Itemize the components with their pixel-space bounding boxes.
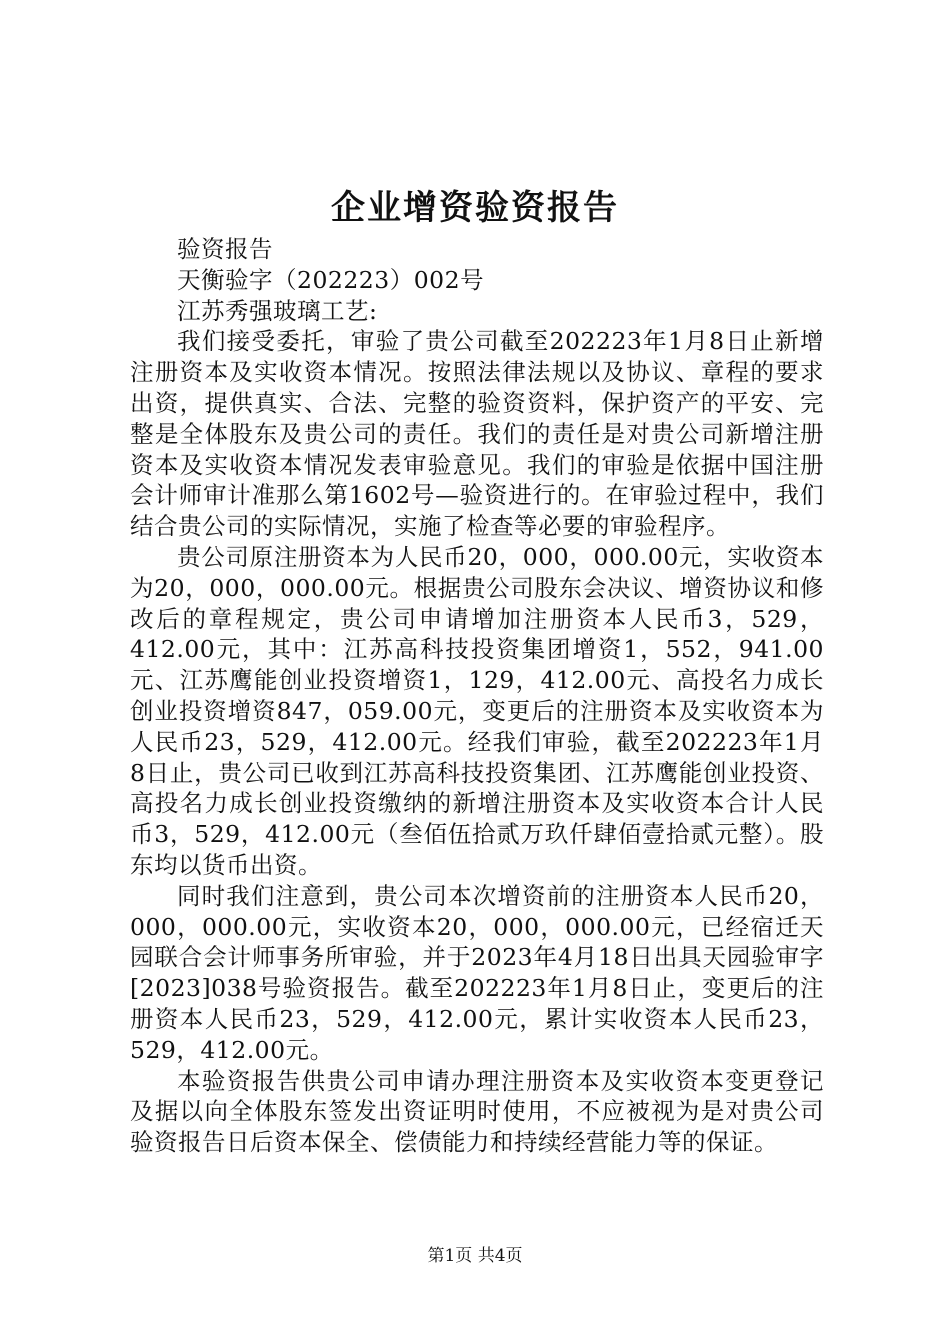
paragraph-prior-verification: 同时我们注意到，贵公司本次增资前的注册资本人民币20，000，000.00元，实收资本20，000，000.00元，已经宿迁天园联合会计师事务所审验，并于2023年4月18日出具天园验审字[2023]038号验资报告。截至202223年1月8日止，变更后的注册资本人民币23，529，412.00元，累计实收资本人民币23，529，412.00元。 <box>130 881 824 1064</box>
report-addressee: 江苏秀强玻璃工艺: <box>177 296 378 325</box>
paragraph-capital-increase: 贵公司原注册资本为人民币20，000，000.00元，实收资本为20，000，000.00元。根据贵公司股东会决议、增资协议和修改后的章程规定，贵公司申请增加注册资本人民币3，529，412.00元，其中：江苏高科技投资集团增资1，552，941.00元、江苏鹰能创业投资增资1，129，412.00元、高投名力成长创业投资增资847，059.00元，变更后的注册资本及实收资本为人民币23，529，412.00元。经我们审验，截至202223年1月8日止，贵公司已收到江苏高科技投资集团、江苏鹰能创业投资、高投名力成长创业投资缴纳的新增注册资本及实收资本合计人民币3，529，412.00元（叁佰伍拾贰万玖仟肆佰壹拾贰元整）。股东均以货币出资。 <box>130 542 824 879</box>
document-body <box>130 234 824 1158</box>
page-number-footer: 第1页 共4页 <box>427 1246 523 1266</box>
report-reference-number: 天衡验字（202223）002号 <box>177 265 485 294</box>
paragraph-usage-limitation: 本验资报告供贵公司申请办理注册资本及实收资本变更登记及据以向全体股东签发出资证明时使用，不应被视为是对贵公司验资报告日后资本保全、偿债能力和持续经营能力等的保证。 <box>130 1066 824 1157</box>
document-title: 企业增资验资报告 <box>331 188 619 228</box>
paragraph-engagement: 我们接受委托，审验了贵公司截至202223年1月8日止新增注册资本及实收资本情况。按照法律法规以及协议、章程的要求出资，提供真实、合法、完整的验资资料，保护资产的平安、完整是全体股东及贵公司的责任。我们的责任是对贵公司新增注册资本及实收资本情况发表审验意见。我们的审验是依据中国注册会计师审计准那么第1602号—验资进行的。在审验过程中，我们结合贵公司的实际情况，实施了检查等必要的审验程序。 <box>130 327 824 541</box>
report-heading: 验资报告 <box>177 235 273 263</box>
